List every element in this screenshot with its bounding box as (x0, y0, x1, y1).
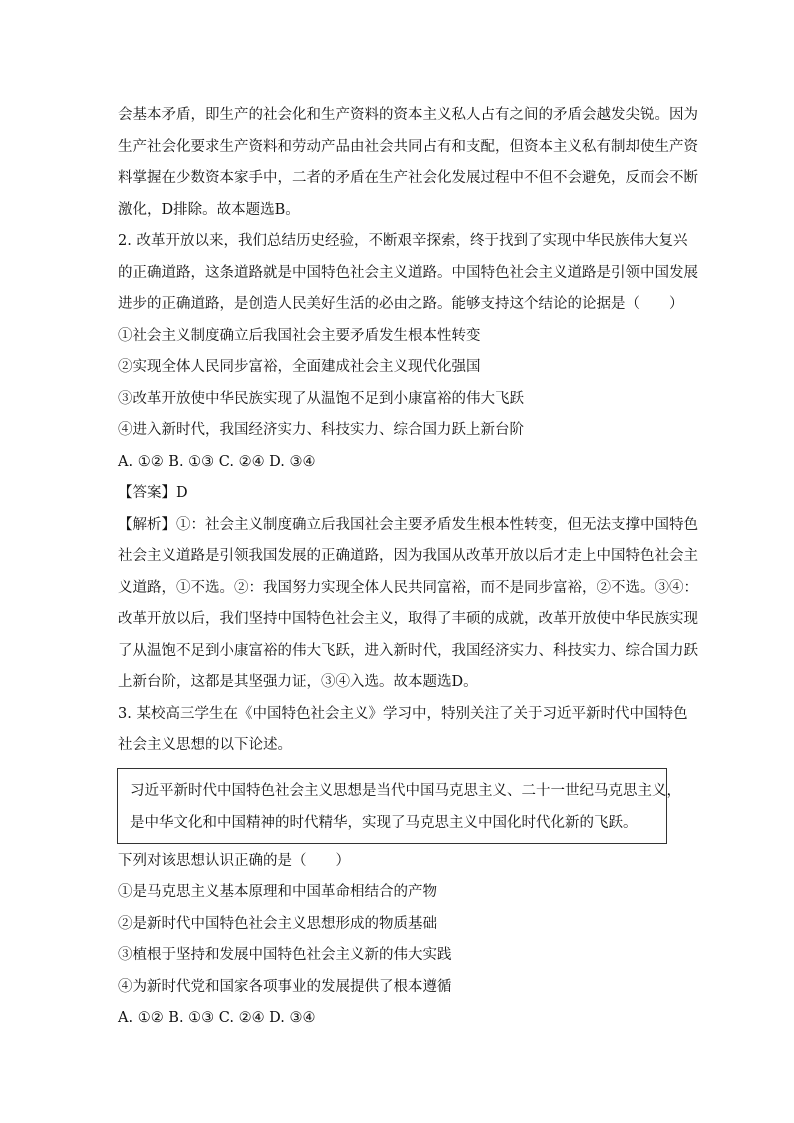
analysis-line: 义道路，①不选。②：我国努力实现全体人民共同富裕，而不是同步富裕，②不选。③④： (118, 579, 698, 596)
question-stem-line: 社会主义思想的以下论述。 (118, 737, 292, 753)
previous-analysis-continuation (118, 100, 698, 226)
question-prompt: 下列对该思想认识正确的是（ ） (118, 852, 350, 869)
question-stem-line: 3. 某校高三学生在《中国特色社会主义》学习中，特别关注了关于习近平新时代中国特色 (118, 705, 688, 722)
option-item: ③改革开放使中华民族实现了从温饱不足到小康富裕的伟大飞跃 (118, 390, 524, 407)
option-item: ①是马克思主义基本原理和中国革命相结合的产物 (118, 884, 437, 900)
analysis-line: 了从温饱不足到小康富裕的伟大飞跃，进入新时代，我国经济实力、科技实力、综合国力跃 (118, 642, 698, 659)
question-3 (118, 699, 688, 1035)
option-item: ④为新时代党和国家各项事业的发展提供了根本遵循 (118, 978, 452, 995)
text-line: 料掌握在少数资本家手中，二者的矛盾在生产社会化发展过程中不但不会避免，反而会不断 (118, 170, 698, 186)
question-2 (118, 226, 698, 699)
text-line: 生产社会化要求生产资料和劳动产品由社会共同占有和支配，但资本主义私有制却使生产资 (118, 138, 698, 155)
quote-line: 是中华文化和中国精神的时代精华，实现了马克思主义中国化时代化新的飞跃。 (130, 814, 638, 831)
text-line: 会基本矛盾，即生产的社会化和生产资料的资本主义私人占有之间的矛盾会越发尖锐。因为 (118, 107, 698, 123)
answer-choices: A. ①② B. ①③ C. ②④ D. ③④ (118, 1010, 316, 1026)
answer-choices: A. ①② B. ①③ C. ②④ D. ③④ (118, 453, 316, 470)
analysis-line: 上新台阶，这都是其坚强力证，③④入选。故本题选D。 (118, 674, 478, 690)
answer-line: 【答案】D (118, 485, 188, 501)
quote-box (117, 768, 681, 844)
analysis-line: 【解析】①：社会主义制度确立后我国社会主要矛盾发生根本性转变，但无法支撑中国特色 (118, 516, 698, 533)
quote-line: 习近平新时代中国特色社会主义思想是当代中国马克思主义、二十一世纪马克思主义， (130, 782, 681, 799)
question-stem-line: 进步的正确道路，是创造人民美好生活的必由之路。能够支持这个结论的论据是（ ） (118, 296, 684, 312)
option-item: ①社会主义制度确立后我国社会主要矛盾发生根本性转变 (118, 327, 481, 344)
analysis-line: 社会主义道路是引领我国发展的正确道路，因为我国从改革开放以后才走上中国特色社会主 (118, 548, 698, 564)
option-item: ②实现全体人民同步富裕，全面建成社会主义现代化强国 (118, 359, 481, 375)
analysis-line: 改革开放以后，我们坚持中国特色社会主义，取得了丰硕的成就，改革开放使中华民族实现 (118, 611, 698, 627)
option-item: ④进入新时代，我国经济实力、科技实力、综合国力跃上新台阶 (118, 422, 524, 438)
question-stem-line: 2. 改革开放以来，我们总结历史经验，不断艰辛探索，终于找到了实现中华民族伟大复兴 (118, 233, 688, 249)
question-stem-line: 的正确道路，这条道路就是中国特色社会主义道路。中国特色社会主义道路是引领中国发展 (118, 264, 698, 281)
text-line: 激化，D排除。故本题选B。 (118, 201, 300, 218)
document-content (118, 100, 698, 1035)
option-item: ③植根于坚持和发展中国特色社会主义新的伟大实践 (118, 947, 452, 963)
option-item: ②是新时代中国特色社会主义思想形成的物质基础 (118, 915, 437, 932)
